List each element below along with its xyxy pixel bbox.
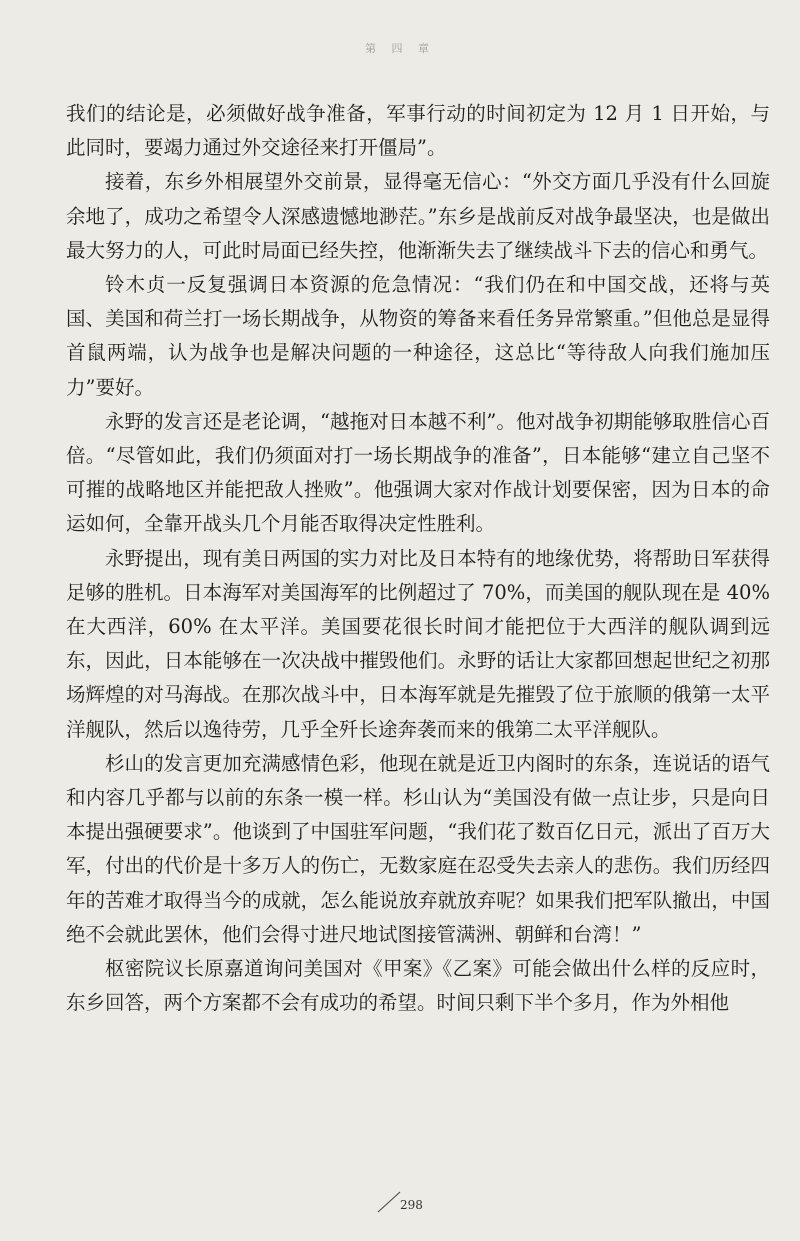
paragraph-5: 永野提出，现有美日两国的实力对比及日本特有的地缘优势，将帮助日军获得足够的胜机。日本海军对美国海军的比例超过了 70%，而美国的舰队现在是 40% 在大西洋，60% 在太平洋。美国要花很长时间才能把位于大西洋的舰队调到远东，因此，日本能够在一次决战中摧毁他们。永野的话让大家都回想起世纪之初那场辉煌的对马海战。在那次战斗中，日本海军就是先摧毁了位于旅顺的俄第一太平洋舰队，然后以逸待劳，几乎全歼长途奔袭而来的俄第二太平洋舰队。 <box>66 546 770 741</box>
paragraph-6: 杉山的发言更加充满感情色彩，他现在就是近卫内阁时的东条，连说话的语气和内容几乎都与以前的东条一模一样。杉山认为“美国没有做一点让步，只是向日本提出强硬要求”。他谈到了中国驻军问题，“我们花了数百亿日元，派出了百万大军，付出的代价是十多万人的伤亡，无数家庭在忍受失去亲人的悲伤。我们历经四年的苦难才取得当今的成就，怎么能说放弃就放弃呢？如果我们把军队撤出，中国绝不会就此罢休，他们会得寸进尺地试图接管满洲、朝鲜和台湾！” <box>66 751 770 946</box>
page-number: 298 <box>400 1198 423 1212</box>
paragraph-2: 接着，东乡外相展望外交前景，显得毫无信心：“外交方面几乎没有什么回旋余地了，成功之希望令人深感遗憾地渺茫。”东乡是战前反对战争最坚决，也是做出最大努力的人，可此时局面已经失控，他渐渐失去了继续战斗下去的信心和勇气。 <box>66 170 770 262</box>
page-footer <box>0 1188 800 1218</box>
paragraph-4: 永野的发言还是老论调，“越拖对日本越不利”。他对战争初期能够取胜信心百倍。“尽管如此，我们仍须面对打一场长期战争的准备”，日本能够“建立自己坚不可摧的战略地区并能把敌人挫败”。他强调大家对作战计划要保密，因为日本的命运如何，全靠开战头几个月能否取得决定性胜利。 <box>66 409 770 536</box>
running-header: 第 四 章 <box>365 42 435 55</box>
page-body <box>66 97 770 1020</box>
paragraph-3: 铃木贞一反复强调日本资源的危急情况：“我们仍在和中国交战，还将与英国、美国和荷兰打一场长期战争，从物资的筹备来看任务异常繁重。”但他总是显得首鼠两端，认为战争也是解决问题的一种途径，这总比“等待敌人向我们施加压力”要好。 <box>66 273 770 399</box>
paragraph-1: 我们的结论是，必须做好战争准备，军事行动的时间初定为 12 月 1 日开始，与此同时，要竭力通过外交途径来打开僵局”。 <box>66 102 770 160</box>
paragraph-7: 枢密院议长原嘉道询问美国对《甲案》《乙案》可能会做出什么样的反应时，东乡回答，两个方案都不会有成功的希望。时间只剩下半个多月，作为外相他 <box>66 957 770 1015</box>
